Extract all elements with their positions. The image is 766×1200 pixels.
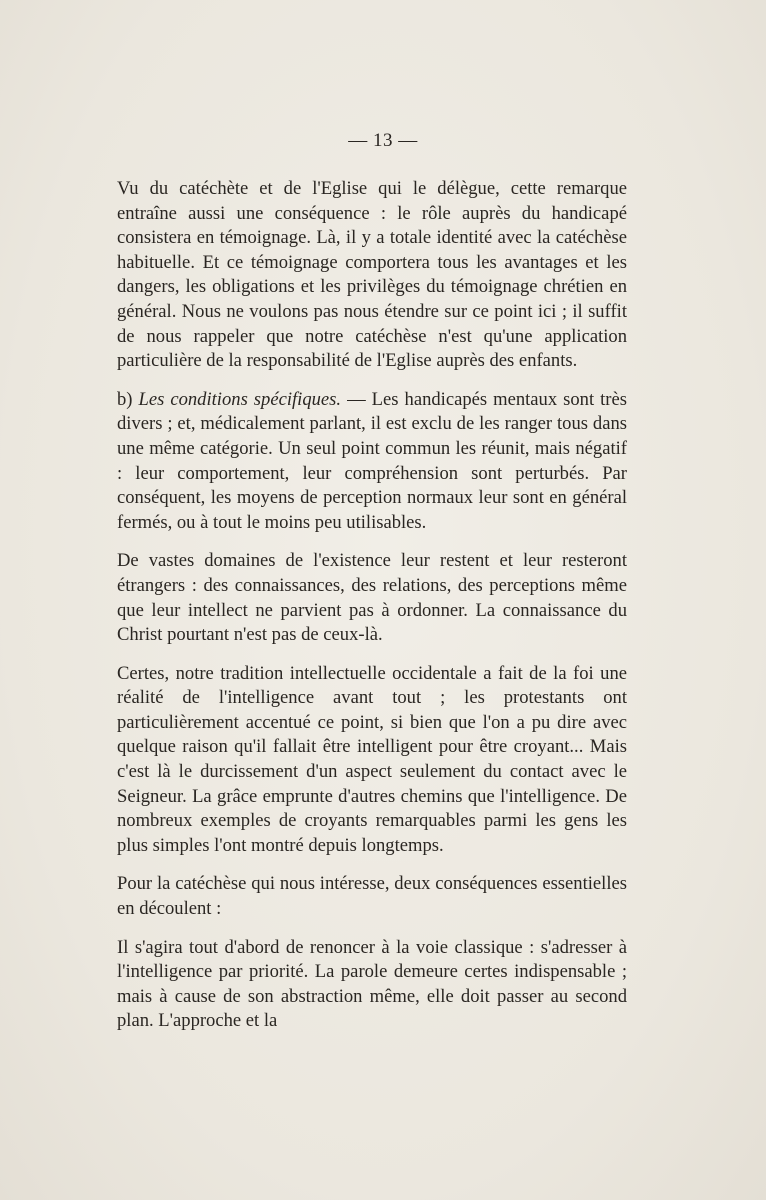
paragraph-2: [117, 388, 627, 536]
paragraph-3: De vastes domaines de l'existence leur restent et leur resteront étrangers : des connaissances, des relations, des perceptions même que leur intellect ne parvient pas à ordonner. La connaissance du Christ pourtant n'est pas de ceux-là.: [117, 550, 627, 646]
section-heading: Les conditions spécifiques.: [138, 388, 342, 410]
paragraph-6: Il s'agira tout d'abord de renoncer à la voie classique : s'adresser à l'intelligence par priorité. La parole demeure certes indispensable ; mais à cause de son abstraction même, elle doit passer au second plan. L'approche et la: [117, 936, 627, 1032]
page-number: — 13 —: [348, 130, 418, 151]
paragraph-4: Certes, notre tradition intellectuelle occidentale a fait de la foi une réalité de l'intelligence avant tout ; les protestants ont particulièrement accentué ce point, si bien que l'on a pu dire avec quelque raison qu'il fallait être intelligent pour être croyant... Mais c'est là le durcissement d'un aspect seulement du contact avec le Seigneur. La grâce emprunte d'autres chemins que l'intelligence. De nombreux exemples de croyants remarquables parmi les gens les plus simples l'ont montré depuis longtemps.: [117, 662, 627, 856]
paragraph-5: Pour la catéchèse qui nous intéresse, deux conséquences essentielles en découlent :: [117, 873, 627, 920]
body-text: [117, 177, 627, 1048]
section-marker: b): [117, 388, 139, 410]
paragraph-1: Vu du catéchète et de l'Eglise qui le délègue, cette remarque entraîne aussi une conséquence : le rôle auprès du handicapé consistera en témoignage. Là, il y a totale identité avec la catéchèse habituelle. Et ce témoignage comportera tous les avantages et les dangers, les obligations et les privilèges du témoignage chrétien en général. Nous ne voulons pas nous étendre sur ce point ici ; il suffit de nous rappeler que notre catéchèse n'est qu'une application particulière de la responsabilité de l'Eglise auprès des enfants.: [117, 178, 627, 372]
paragraph-2-text: — Les handicapés mentaux sont très divers ; et, médicalement parlant, il est exclu de les ranger tous dans une même catégorie. Un seul point commun les réunit, mais négatif : leur comportement, leur compréhension sont perturbés. Par conséquent, les moyens de perception normaux leur sont en général fermés, ou à tout le moins peu utilisables.: [117, 388, 627, 533]
